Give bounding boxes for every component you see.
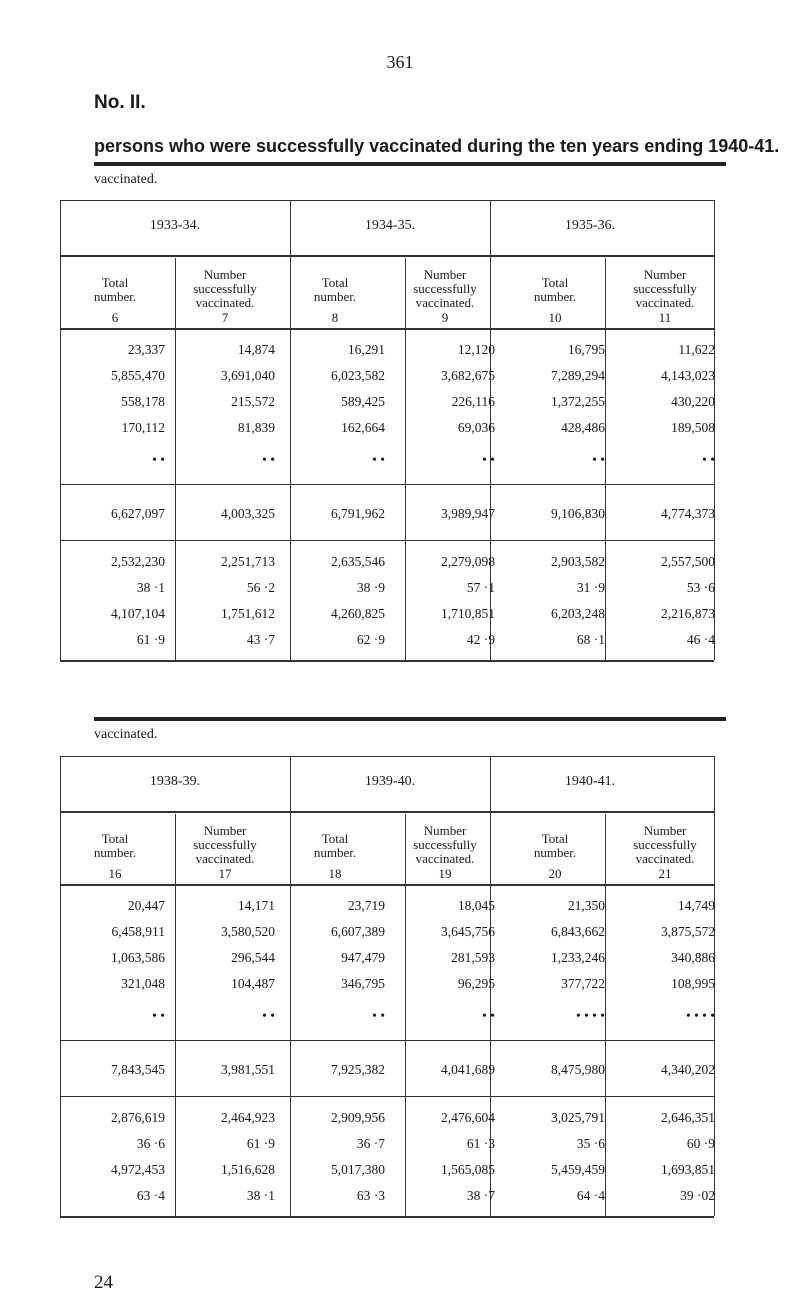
table-cell: 4,107,104 bbox=[111, 606, 165, 621]
table-cell: 2,635,546 bbox=[331, 554, 385, 569]
table-cell: 189,508 bbox=[671, 420, 715, 435]
table-cell: 4,972,453 bbox=[111, 1162, 165, 1177]
column-number: 6 bbox=[111, 310, 119, 325]
column-header-line: vaccinated. bbox=[635, 851, 695, 866]
table-row bbox=[60, 606, 714, 624]
table-cell: 170,112 bbox=[121, 420, 165, 435]
group-header-rule bbox=[60, 255, 714, 257]
column-header bbox=[170, 268, 280, 310]
table-cell: 46 ·4 bbox=[686, 632, 715, 647]
table-row bbox=[60, 452, 714, 470]
table-cell: 162,664 bbox=[341, 420, 385, 435]
table-row bbox=[60, 554, 714, 572]
column-header-line: Total bbox=[541, 831, 569, 846]
table-row bbox=[60, 1136, 714, 1154]
year-group-header: 1934-35. bbox=[364, 218, 416, 233]
table-cell: • • • • bbox=[685, 1008, 715, 1023]
column-header-line: Number bbox=[423, 267, 467, 282]
column-header-line: successfully bbox=[413, 837, 477, 852]
table-row bbox=[60, 580, 714, 598]
table-cell: 16,795 bbox=[567, 342, 605, 357]
table-cell: 63 ·4 bbox=[136, 1188, 165, 1203]
table-cell: 2,876,619 bbox=[111, 1110, 165, 1125]
table-cell: 7,289,294 bbox=[551, 368, 605, 383]
group-header-rule bbox=[60, 811, 714, 813]
table-row bbox=[60, 1188, 714, 1206]
table-cell: 57 ·1 bbox=[466, 580, 495, 595]
table-cell: 558,178 bbox=[121, 394, 165, 409]
total-bottom-rule bbox=[60, 540, 714, 541]
table-cell: 16,291 bbox=[347, 342, 385, 357]
table-cell: • • bbox=[702, 452, 715, 467]
total-cell: 7,843,545 bbox=[111, 1062, 165, 1077]
table-cell: 35 ·6 bbox=[576, 1136, 605, 1151]
column-number: 18 bbox=[328, 866, 342, 881]
column-header-line: number. bbox=[313, 289, 357, 304]
column-header bbox=[610, 268, 720, 310]
table-cell: 81,839 bbox=[237, 420, 275, 435]
table-cell: 377,722 bbox=[561, 976, 605, 991]
total-cell: 4,340,202 bbox=[661, 1062, 715, 1077]
table-cell: • • bbox=[372, 1008, 385, 1023]
column-header-line: successfully bbox=[193, 837, 257, 852]
table-cell: 1,710,851 bbox=[441, 606, 495, 621]
table-cell: 947,479 bbox=[341, 950, 385, 965]
table-cell: 589,425 bbox=[341, 394, 385, 409]
year-group-header: 1933-34. bbox=[149, 218, 201, 233]
table-cell: 4,143,023 bbox=[661, 368, 715, 383]
table-cell: 39 ·02 bbox=[680, 1188, 715, 1203]
year-group-header: 1939-40. bbox=[364, 774, 416, 789]
column-header-line: Total bbox=[321, 275, 349, 290]
table-cell: 56 ·2 bbox=[246, 580, 275, 595]
total-row bbox=[60, 1062, 714, 1080]
table-cell: 226,116 bbox=[451, 394, 495, 409]
section-label: vaccinated. bbox=[94, 727, 158, 742]
table-cell: 2,464,923 bbox=[221, 1110, 275, 1125]
table-cell: 2,279,098 bbox=[441, 554, 495, 569]
table-cell: 38 ·9 bbox=[356, 580, 385, 595]
table-row bbox=[60, 1008, 714, 1026]
total-bottom-rule bbox=[60, 1096, 714, 1097]
column-number: 16 bbox=[108, 866, 122, 881]
total-cell: 4,774,373 bbox=[661, 506, 715, 521]
table-row bbox=[60, 950, 714, 968]
table-cell: 6,023,582 bbox=[331, 368, 385, 383]
column-header-line: Total bbox=[321, 831, 349, 846]
column-number: 8 bbox=[331, 310, 339, 325]
table-cell: 3,691,040 bbox=[221, 368, 275, 383]
header-bottom-rule bbox=[60, 328, 714, 330]
table-top-border bbox=[60, 200, 714, 201]
table-cell: 1,565,085 bbox=[441, 1162, 495, 1177]
table-cell: • • bbox=[482, 1008, 495, 1023]
table-cell: 3,875,572 bbox=[661, 924, 715, 939]
table-row bbox=[60, 394, 714, 412]
total-cell: 4,003,325 bbox=[221, 506, 275, 521]
column-number: 19 bbox=[438, 866, 452, 881]
column-header-line: successfully bbox=[413, 281, 477, 296]
table-cell: • • bbox=[262, 452, 275, 467]
table-cell: 60 ·9 bbox=[686, 1136, 715, 1151]
table-cell: 1,233,246 bbox=[551, 950, 605, 965]
table-row bbox=[60, 1110, 714, 1128]
section-label: vaccinated. bbox=[94, 172, 158, 187]
column-header bbox=[280, 832, 390, 860]
column-header-line: vaccinated. bbox=[635, 295, 695, 310]
column-header-line: vaccinated. bbox=[195, 851, 255, 866]
column-header-line: Total bbox=[101, 275, 129, 290]
column-header-line: vaccinated. bbox=[195, 295, 255, 310]
column-header-line: vaccinated. bbox=[415, 851, 475, 866]
table-cell: 21,350 bbox=[567, 898, 605, 913]
table-bottom-border bbox=[60, 1216, 714, 1218]
table-top-border bbox=[60, 756, 714, 757]
page-number: 361 bbox=[386, 52, 414, 72]
column-header-line: Number bbox=[203, 823, 247, 838]
middle-rule bbox=[94, 717, 726, 721]
table-cell: 23,337 bbox=[127, 342, 165, 357]
table-cell: 6,843,662 bbox=[551, 924, 605, 939]
table-cell: 3,645,756 bbox=[441, 924, 495, 939]
table-cell: 36 ·7 bbox=[356, 1136, 385, 1151]
table-cell: 42 ·9 bbox=[466, 632, 495, 647]
column-number: 10 bbox=[548, 310, 562, 325]
column-header-line: Number bbox=[643, 823, 687, 838]
column-header bbox=[170, 824, 280, 866]
table-cell: 2,909,956 bbox=[331, 1110, 385, 1125]
total-row bbox=[60, 506, 714, 524]
table-cell: 346,795 bbox=[341, 976, 385, 991]
table-cell: 1,751,612 bbox=[221, 606, 275, 621]
table-cell: 2,532,230 bbox=[111, 554, 165, 569]
total-cell: 3,981,551 bbox=[221, 1062, 275, 1077]
column-header-line: Number bbox=[423, 823, 467, 838]
column-header-line: successfully bbox=[193, 281, 257, 296]
table-cell: • • bbox=[372, 452, 385, 467]
column-header-line: successfully bbox=[633, 837, 697, 852]
table-cell: 296,544 bbox=[231, 950, 275, 965]
table-cell: • • • • bbox=[575, 1008, 605, 1023]
column-header bbox=[60, 276, 170, 304]
column-header bbox=[60, 832, 170, 860]
table-cell: 69,036 bbox=[457, 420, 495, 435]
column-header-line: number. bbox=[533, 845, 577, 860]
bottom-page-number: 24 bbox=[94, 1272, 113, 1293]
table-cell: 3,682,675 bbox=[441, 368, 495, 383]
table-cell: 61 ·9 bbox=[246, 1136, 275, 1151]
table-cell: 340,886 bbox=[671, 950, 715, 965]
table-cell: 3,580,520 bbox=[221, 924, 275, 939]
table-row bbox=[60, 1162, 714, 1180]
column-header-line: number. bbox=[93, 845, 137, 860]
table-cell: 281,593 bbox=[451, 950, 495, 965]
table-cell: 53 ·6 bbox=[686, 580, 715, 595]
table-cell: 36 ·6 bbox=[136, 1136, 165, 1151]
table-cell: 430,220 bbox=[671, 394, 715, 409]
column-number: 7 bbox=[221, 310, 229, 325]
table-cell: 215,572 bbox=[231, 394, 275, 409]
table-cell: • • bbox=[592, 452, 605, 467]
table-cell: 1,516,628 bbox=[221, 1162, 275, 1177]
column-header bbox=[500, 276, 610, 304]
column-header bbox=[500, 832, 610, 860]
column-header-line: vaccinated. bbox=[415, 295, 475, 310]
table-cell: 14,171 bbox=[237, 898, 275, 913]
table-cell: 43 ·7 bbox=[246, 632, 275, 647]
total-top-rule bbox=[60, 1040, 714, 1041]
page-heading: persons who were successfully vaccinated during the ten years ending 1940-41. bbox=[94, 136, 780, 156]
table-cell: 14,749 bbox=[677, 898, 715, 913]
column-header-line: Total bbox=[541, 275, 569, 290]
column-header-line: number. bbox=[93, 289, 137, 304]
column-number: 17 bbox=[218, 866, 232, 881]
table-cell: 4,260,825 bbox=[331, 606, 385, 621]
column-header-line: Total bbox=[101, 831, 129, 846]
table-cell: 68 ·1 bbox=[576, 632, 605, 647]
table-cell: 23,719 bbox=[347, 898, 385, 913]
table-cell: 2,903,582 bbox=[551, 554, 605, 569]
table-cell: 321,048 bbox=[121, 976, 165, 991]
table-cell: 1,693,851 bbox=[661, 1162, 715, 1177]
column-header-line: successfully bbox=[633, 281, 697, 296]
column-header bbox=[390, 268, 500, 310]
table-bottom-border bbox=[60, 660, 714, 662]
table-cell: 38 ·7 bbox=[466, 1188, 495, 1203]
table-cell: 31 ·9 bbox=[576, 580, 605, 595]
column-number: 9 bbox=[441, 310, 449, 325]
top-rule bbox=[94, 162, 726, 166]
total-top-rule bbox=[60, 484, 714, 485]
total-cell: 9,106,830 bbox=[551, 506, 605, 521]
table-cell: 428,486 bbox=[561, 420, 605, 435]
total-cell: 6,791,962 bbox=[331, 506, 385, 521]
column-number: 11 bbox=[658, 310, 672, 325]
table-cell: 5,017,380 bbox=[331, 1162, 385, 1177]
column-number: 21 bbox=[658, 866, 672, 881]
table-cell: • • bbox=[262, 1008, 275, 1023]
table-cell: • • bbox=[152, 452, 165, 467]
table-cell: 3,025,791 bbox=[551, 1110, 605, 1125]
table-cell: 11,622 bbox=[678, 342, 715, 357]
column-header-line: Number bbox=[203, 267, 247, 282]
table-cell: 6,458,911 bbox=[111, 924, 165, 939]
table-cell: 38 ·1 bbox=[136, 580, 165, 595]
column-header bbox=[280, 276, 390, 304]
table-cell: 61 ·3 bbox=[466, 1136, 495, 1151]
table-cell: 6,607,389 bbox=[331, 924, 385, 939]
table-cell: 14,874 bbox=[237, 342, 275, 357]
column-number: 20 bbox=[548, 866, 562, 881]
table-row bbox=[60, 976, 714, 994]
table-cell: • • bbox=[482, 452, 495, 467]
table-cell: • • bbox=[152, 1008, 165, 1023]
table-cell: 1,063,586 bbox=[111, 950, 165, 965]
table-cell: 2,251,713 bbox=[221, 554, 275, 569]
table-cell: 63 ·3 bbox=[356, 1188, 385, 1203]
total-cell: 7,925,382 bbox=[331, 1062, 385, 1077]
total-cell: 4,041,689 bbox=[441, 1062, 495, 1077]
year-group-header: 1935-36. bbox=[564, 218, 616, 233]
table-cell: 2,476,604 bbox=[441, 1110, 495, 1125]
table-cell: 12,120 bbox=[457, 342, 495, 357]
table-cell: 18,045 bbox=[457, 898, 495, 913]
table-number: No. II. bbox=[94, 92, 146, 113]
table-cell: 20,447 bbox=[127, 898, 165, 913]
column-header bbox=[610, 824, 720, 866]
table-cell: 38 ·1 bbox=[246, 1188, 275, 1203]
table-cell: 64 ·4 bbox=[576, 1188, 605, 1203]
table-cell: 62 ·9 bbox=[356, 632, 385, 647]
table-row bbox=[60, 632, 714, 650]
table-cell: 108,995 bbox=[671, 976, 715, 991]
table-row bbox=[60, 898, 714, 916]
table-row bbox=[60, 368, 714, 386]
table-row bbox=[60, 420, 714, 438]
total-cell: 3,989,947 bbox=[441, 506, 495, 521]
column-header bbox=[390, 824, 500, 866]
column-header-line: Number bbox=[643, 267, 687, 282]
table-row bbox=[60, 924, 714, 942]
table-cell: 6,203,248 bbox=[551, 606, 605, 621]
table-cell: 5,855,470 bbox=[111, 368, 165, 383]
total-cell: 8,475,980 bbox=[551, 1062, 605, 1077]
table-cell: 2,646,351 bbox=[661, 1110, 715, 1125]
table-cell: 5,459,459 bbox=[551, 1162, 605, 1177]
table-cell: 1,372,255 bbox=[551, 394, 605, 409]
year-group-header: 1940-41. bbox=[564, 774, 616, 789]
table-row bbox=[60, 342, 714, 360]
table-cell: 104,487 bbox=[231, 976, 275, 991]
year-group-header: 1938-39. bbox=[149, 774, 201, 789]
table-cell: 2,216,873 bbox=[661, 606, 715, 621]
column-header-line: number. bbox=[533, 289, 577, 304]
table-cell: 61 ·9 bbox=[136, 632, 165, 647]
column-header-line: number. bbox=[313, 845, 357, 860]
total-cell: 6,627,097 bbox=[111, 506, 165, 521]
table-cell: 2,557,500 bbox=[661, 554, 715, 569]
header-bottom-rule bbox=[60, 884, 714, 886]
table-cell: 96,295 bbox=[457, 976, 495, 991]
